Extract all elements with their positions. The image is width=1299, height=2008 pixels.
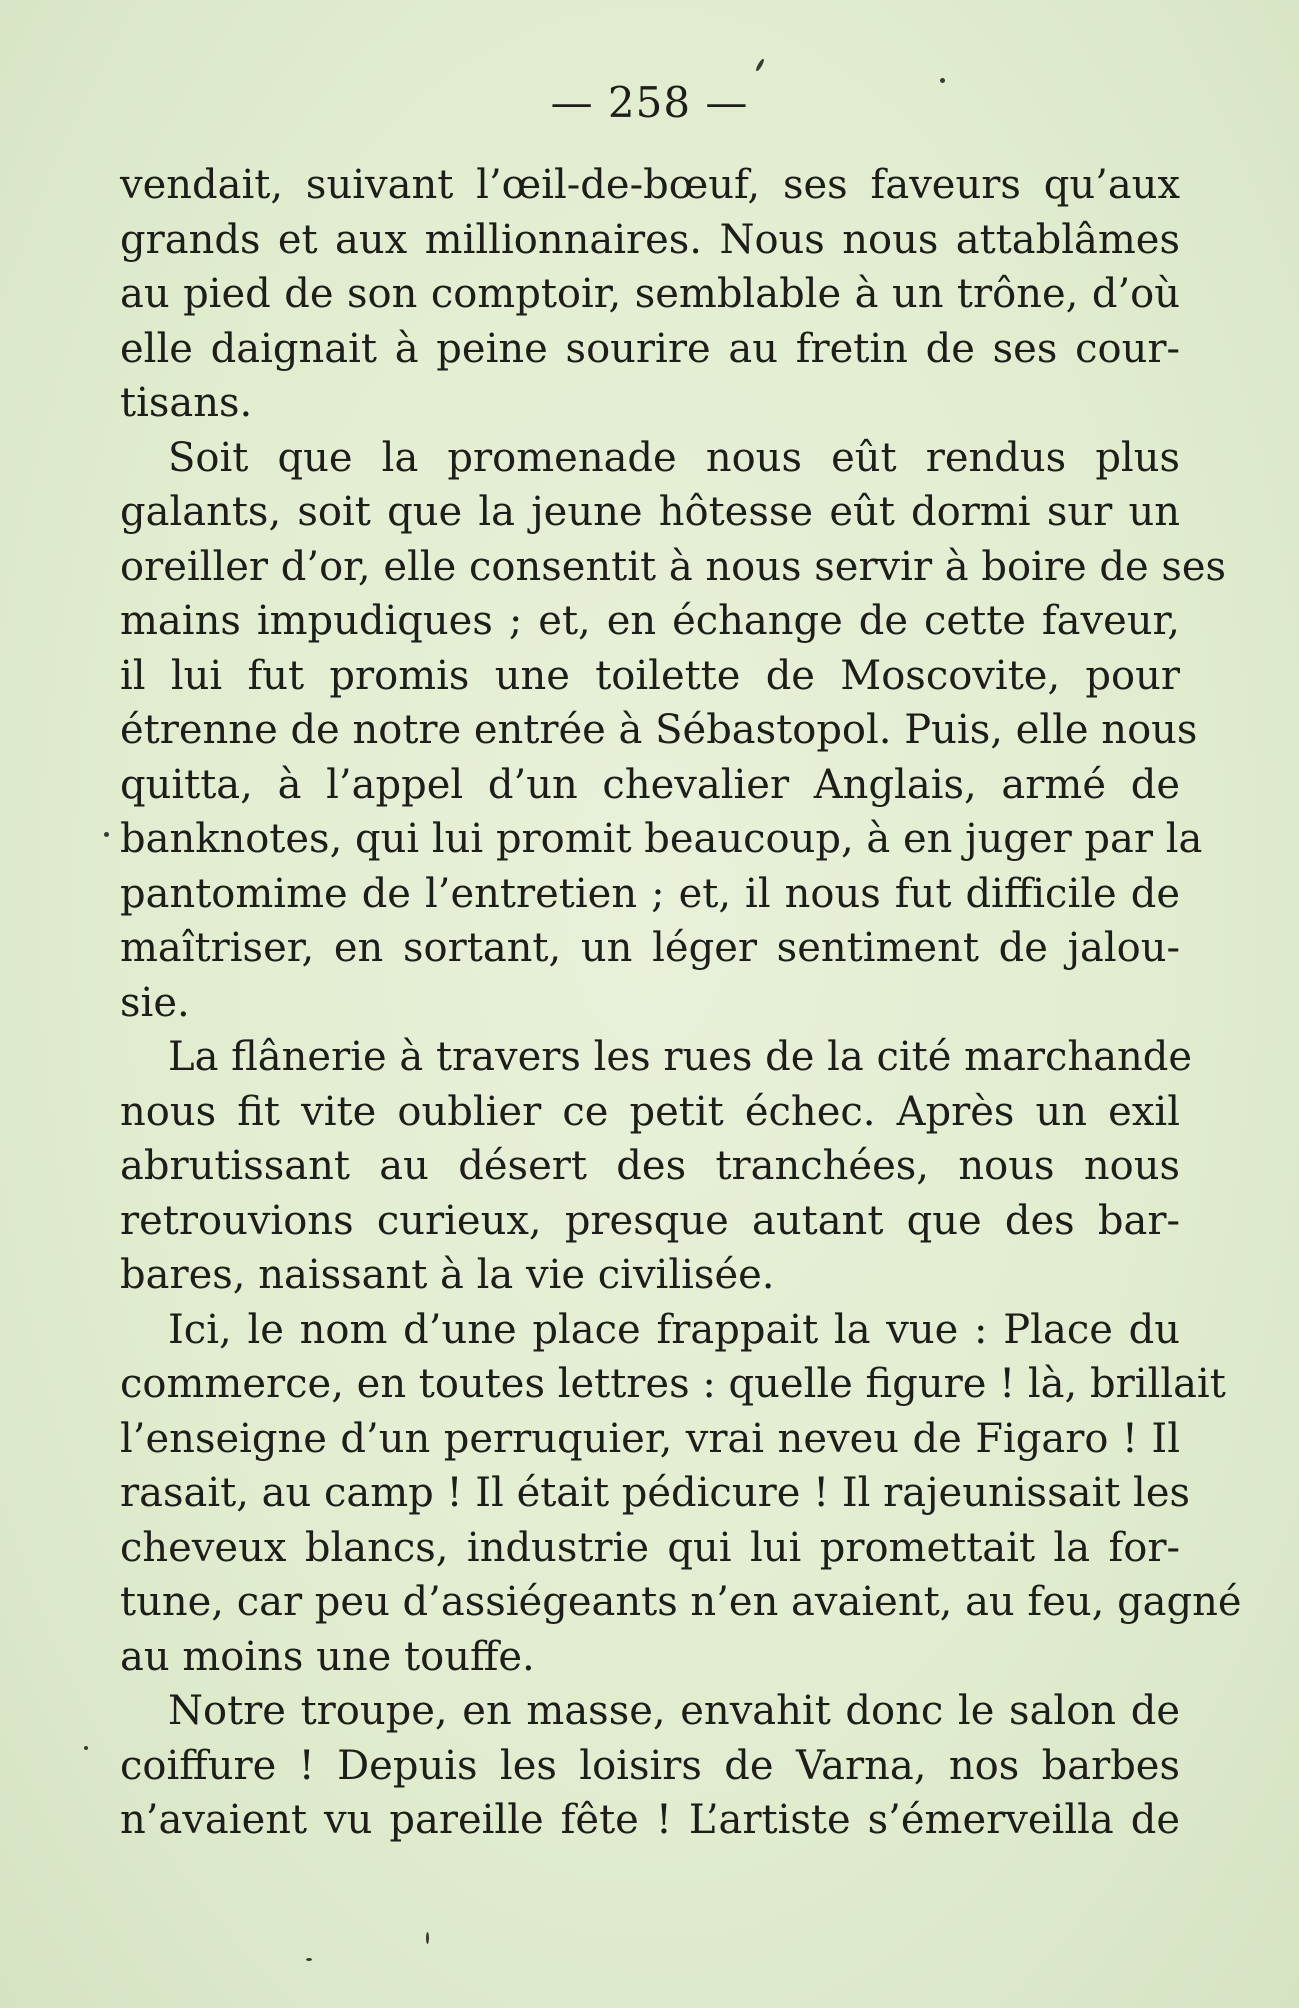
paragraph	[120, 431, 1227, 1031]
page-number: — 258 —	[550, 78, 749, 127]
dust-speck	[84, 1746, 88, 1750]
text-line: oreiller d’or, elle consentit à nous servir à boire de ses	[120, 543, 1227, 590]
text-line: elle daignait à peine sourire au fretin de ses cour-	[120, 325, 1180, 372]
page-body	[120, 158, 1242, 1848]
text-line: l’enseigne d’un perruquier, vrai neveu de Figaro ! Il	[120, 1415, 1180, 1462]
text-line: Soit que la promenade nous eût rendus plus	[168, 434, 1180, 481]
dust-speck	[426, 1932, 429, 1944]
text-line: galants, soit que la jeune hôtesse eût dormi sur un	[120, 489, 1180, 535]
text-line: pantomime de l’entretien ; et, il nous fut difficile de	[120, 870, 1180, 917]
dust-speck	[940, 78, 945, 83]
text-line: retrouvions curieux, presque autant que des bar-	[120, 1197, 1180, 1244]
text-line: rasait, au camp ! Il était pédicure ! Il rajeunissait les	[120, 1470, 1191, 1516]
text-line: Ici, le nom d’une place frappait la vue : Place du	[168, 1306, 1180, 1353]
text-line: banknotes, qui lui promit beaucoup, à en juger par la	[120, 816, 1203, 862]
text-line: tune, car peu d’assiégeants n’en avaient, au feu, gagné	[120, 1579, 1242, 1625]
text-line: il lui fut promis une toilette de Moscovite, pour	[120, 652, 1180, 699]
text-line: quitta, à l’appel d’un chevalier Anglais, armé de	[120, 761, 1180, 808]
text-line: tisans.	[120, 380, 253, 426]
dust-speck	[755, 58, 765, 72]
text-line: bares, naissant à la vie civilisée.	[120, 1252, 775, 1298]
text-line: maîtriser, en sortant, un léger sentiment de jalou-	[120, 925, 1180, 971]
text-line: cheveux blancs, industrie qui lui promettait la for-	[120, 1524, 1180, 1571]
text-line: La flânerie à travers les rues de la cité marchande	[168, 1034, 1193, 1080]
text-line: abrutissant au désert des tranchées, nous nous	[120, 1143, 1180, 1189]
text-line: nous fit vite oublier ce petit échec. Après un exil	[120, 1088, 1180, 1135]
text-line: grands et aux millionnaires. Nous nous attablâmes	[120, 216, 1180, 263]
paragraph	[120, 158, 1180, 431]
text-line: coiffure ! Depuis les loisirs de Varna, nos barbes	[120, 1742, 1180, 1789]
text-line: sie.	[120, 979, 190, 1026]
text-line: au pied de son comptoir, semblable à un trône, d’où	[120, 271, 1180, 317]
text-line: vendait, suivant l’œil-de-bœuf, ses faveurs qu’aux	[120, 162, 1180, 208]
text-line: mains impudiques ; et, en échange de cette faveur,	[120, 598, 1180, 644]
text-line: n’avaient vu pareille fête ! L’artiste s’émerveilla de	[120, 1797, 1180, 1843]
text-line: au moins une touffe.	[120, 1633, 535, 1680]
paragraph	[120, 1303, 1242, 1685]
paragraph	[120, 1684, 1180, 1848]
paragraph	[120, 1030, 1193, 1303]
text-line: commerce, en toutes lettres : quelle figure ! là, brillait	[120, 1361, 1226, 1407]
text-line: Notre troupe, en masse, envahit donc le salon de	[168, 1688, 1180, 1734]
text-line: étrenne de notre entrée à Sébastopol. Puis, elle nous	[120, 707, 1198, 753]
dust-speck	[306, 1958, 312, 1961]
dust-speck	[104, 832, 109, 837]
